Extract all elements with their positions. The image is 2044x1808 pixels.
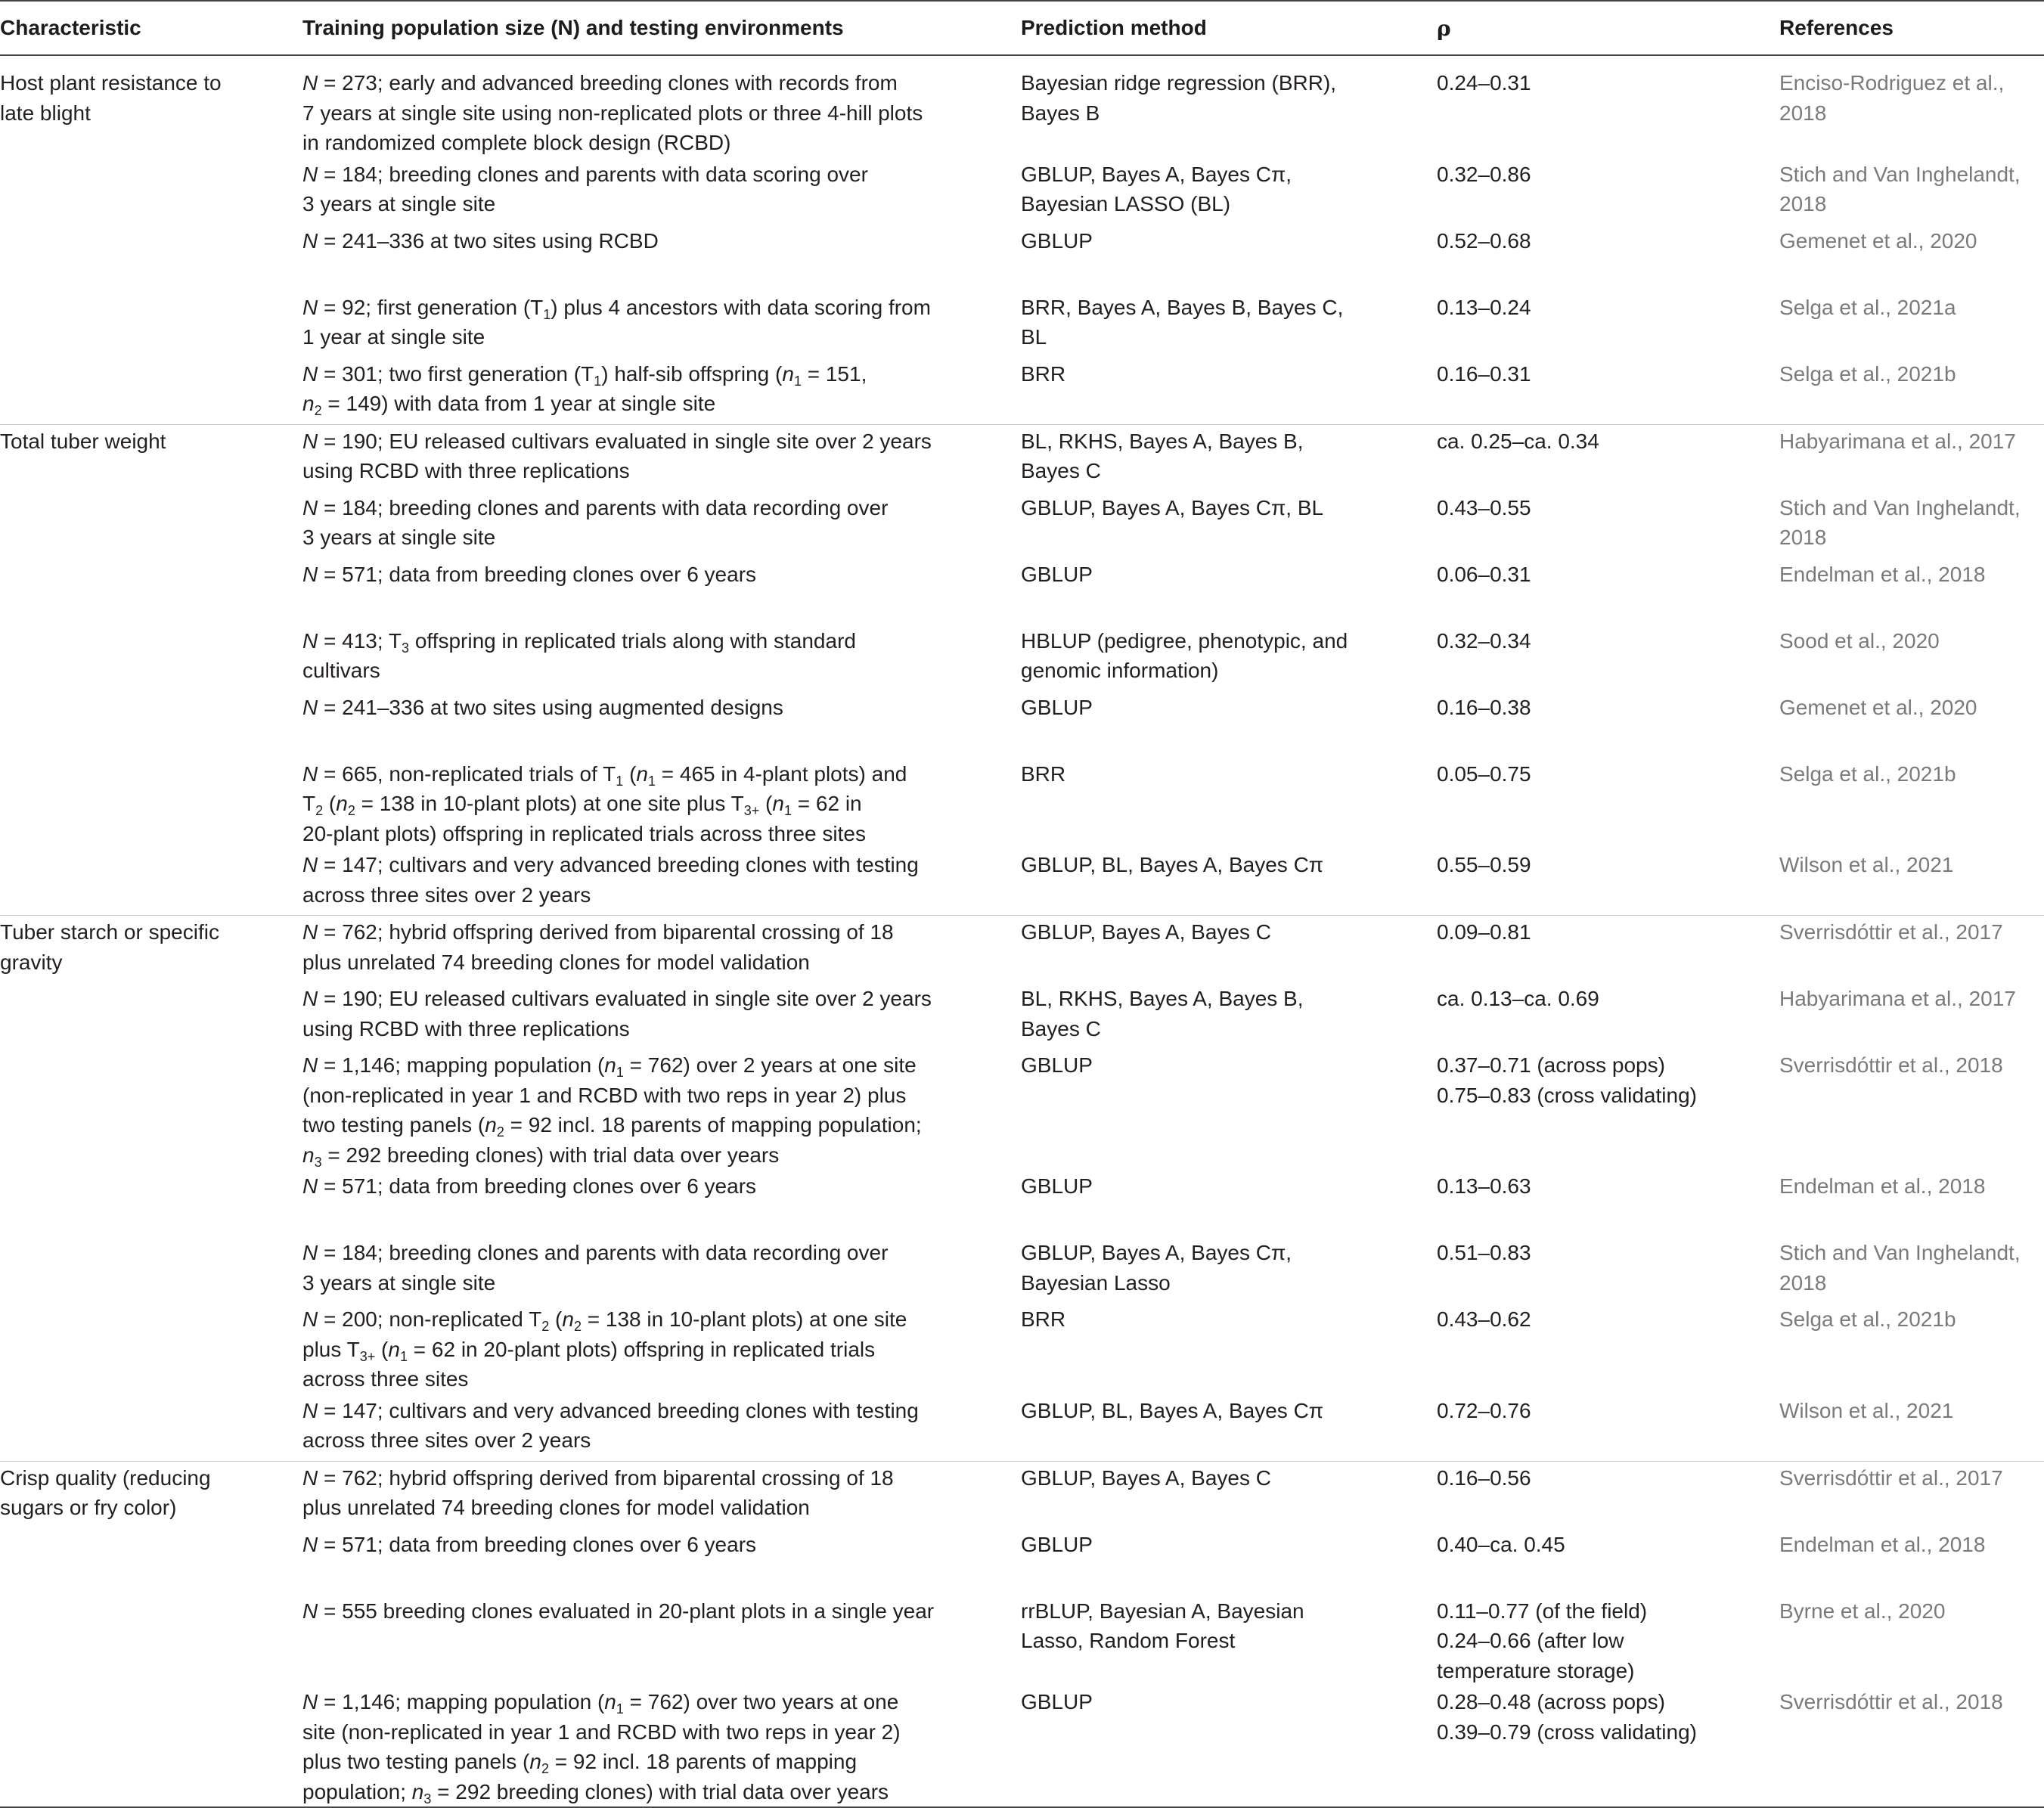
rho-cell-line: ca. 0.13–ca. 0.69 [1437,987,1599,1010]
reference-cell-line: 2018 [1779,526,1827,549]
reference-cell [1779,558,2044,625]
training-cell [302,1686,1021,1807]
training-cell-line: N = 241–336 at two sites using RCBD [302,228,659,253]
reference-cell-line: Stich and Van Inghelandt, [1779,1241,2021,1264]
reference-cell-line: Enciso-Rodriguez et al., [1779,71,2005,95]
training-cell-line: N = 571; data from breeding clones over 6 years [302,562,757,586]
method-cell [1021,1461,1437,1528]
method-cell-line: Bayesian Lasso [1021,1270,1171,1295]
rho-cell [1437,225,1779,291]
training-cell-line: N = 571; data from breeding clones over 6 years [302,1532,757,1556]
table-row [0,982,2044,1049]
training-cell-line: using RCBD with three replications [302,459,630,482]
characteristic-cell [0,55,302,158]
method-cell-line: GBLUP [1021,228,1093,253]
characteristic-cell [0,1236,302,1303]
characteristic-cell [0,1461,302,1528]
training-cell [302,916,1021,983]
method-cell-line: GBLUP, Bayes A, Bayes Cπ, [1021,1241,1292,1264]
method-cell-line: BRR, Bayes A, Bayes B, Bayes C, [1021,295,1344,319]
method-cell [1021,1595,1437,1686]
reference-cell-line: Stich and Van Inghelandt, [1779,162,2021,186]
rho-cell-line: 0.32–0.86 [1437,162,1531,186]
method-cell [1021,492,1437,558]
reference-cell-line: Gemenet et al., 2020 [1779,228,1977,253]
characteristic-cell [0,1049,302,1170]
method-cell [1021,1394,1437,1462]
method-cell [1021,1049,1437,1170]
training-cell-line: 7 years at single site using non-replicated plots or three 4-hill plots [302,101,923,125]
rho-cell-line: 0.72–0.76 [1437,1398,1531,1422]
table-header [0,1,2044,55]
rho-cell-line: 0.11–0.77 (of the field) [1437,1599,1648,1623]
characteristic-cell-line: sugars or fry color) [0,1496,177,1519]
header-rho: ρ [1437,1,1779,55]
method-cell-line: rrBLUP, Bayesian A, Bayesian [1021,1599,1304,1623]
reference-cell [1779,158,2044,225]
rho-cell [1437,982,1779,1049]
rho-cell [1437,691,1779,758]
method-cell [1021,358,1437,425]
method-cell-line: BRR [1021,361,1066,386]
rho-cell-line: 0.13–0.24 [1437,295,1531,319]
rho-cell [1437,358,1779,425]
table-row [0,691,2044,758]
rho-cell-line: 0.13–0.63 [1437,1174,1531,1198]
method-cell-line: GBLUP [1021,1174,1093,1198]
rho-cell [1437,492,1779,558]
reference-cell-line: 2018 [1779,101,1827,125]
rho-cell [1437,424,1779,492]
characteristic-cell-line: gravity [0,950,63,974]
header-references: References [1779,1,2044,55]
rho-cell [1437,1394,1779,1462]
training-cell [302,1528,1021,1595]
method-cell [1021,1528,1437,1595]
method-cell-line: HBLUP (pedigree, phenotypic, and [1021,628,1348,653]
training-cell-line: N = 147; cultivars and very advanced breeding clones with testing [302,853,919,876]
characteristic-cell [0,492,302,558]
training-cell [302,758,1021,849]
reference-cell [1779,1170,2044,1236]
training-cell-line: N = 200; non-replicated $T_2$ ($n_2 = 138$ in 10-plant plots) at one site [302,1307,907,1334]
training-cell-line: N = 273; early and advanced breeding clones with records from [302,71,898,95]
rho-cell [1437,1170,1779,1236]
rho-cell-line: 0.51–0.83 [1437,1241,1531,1264]
training-cell [302,691,1021,758]
training-cell [302,55,1021,158]
reference-cell [1779,1528,2044,1595]
characteristic-cell [0,1170,302,1236]
method-cell-line: genomic information) [1021,659,1219,682]
table-row [0,492,2044,558]
reference-cell [1779,492,2044,558]
training-cell-line: across three sites over 2 years [302,1428,591,1452]
characteristic-cell [0,1595,302,1686]
rho-cell [1437,1595,1779,1686]
reference-cell [1779,1686,2044,1807]
method-cell-line: Bayes C [1021,459,1101,482]
rho-cell-line: 0.39–0.79 (cross validating) [1437,1720,1697,1744]
training-cell [302,1303,1021,1394]
training-cell-line: site (non-replicated in year 1 and RCBD with two reps in year 2) [302,1720,901,1744]
table-row [0,291,2044,358]
training-cell-line: across three sites over 2 years [302,882,591,907]
training-cell-line: plus unrelated 74 breeding clones for model validation [302,1496,810,1519]
method-cell-line: Bayesian ridge regression (BRR), [1021,71,1337,95]
reference-cell-line: Selga et al., 2021b [1779,1307,1956,1331]
table-row [0,848,2044,916]
rho-cell-line: temperature storage) [1437,1658,1635,1682]
method-cell-line: GBLUP, Bayes A, Bayes Cπ, [1021,162,1292,186]
method-cell-line: GBLUP [1021,1690,1093,1713]
reference-cell-line: Wilson et al., 2021 [1779,1398,1954,1422]
rho-cell [1437,1236,1779,1303]
training-cell-line: N = 184; breeding clones and parents with data recording over [302,1241,889,1264]
method-cell [1021,291,1437,358]
reference-cell [1779,1049,2044,1170]
method-cell [1021,158,1437,225]
method-cell [1021,424,1437,492]
rho-cell [1437,158,1779,225]
reference-cell-line: Endelman et al., 2018 [1779,1174,1986,1198]
table-row [0,1528,2044,1595]
training-cell-line: N = 184; breeding clones and parents with data recording over [302,495,889,519]
training-cell-line: using RCBD with three replications [302,1016,630,1040]
training-cell-line: N = 301; two first generation $(T_1)$ half-sib offspring ($n_1 = 151$, [302,361,867,389]
table-row [0,1595,2044,1686]
training-cell-line: (non-replicated in year 1 and RCBD with two reps in year 2) plus [302,1083,907,1107]
training-cell [302,625,1021,691]
reference-cell [1779,1236,2044,1303]
training-cell-line: $n_3 = 292$ breeding clones) with trial data over years [302,1143,780,1170]
rho-cell [1437,1461,1779,1528]
header-method: Prediction method [1021,1,1437,55]
training-cell-line: $n_2 = 149$) with data from 1 year at single site [302,392,716,418]
rho-cell [1437,558,1779,625]
table-row [0,1686,2044,1807]
method-cell [1021,758,1437,849]
rho-cell [1437,1303,1779,1394]
reference-cell [1779,1303,2044,1394]
table-row [0,158,2044,225]
method-cell [1021,625,1437,691]
reference-cell-line: Selga et al., 2021a [1779,295,1956,319]
reference-cell-line: Gemenet et al., 2020 [1779,695,1977,719]
characteristic-cell-line: Host plant resistance to [0,71,222,95]
method-cell [1021,1236,1437,1303]
table-row [0,1236,2044,1303]
training-cell-line: plus two testing panels ($n_2 = 92$ incl. 18 parents of mapping [302,1750,858,1776]
rho-cell [1437,55,1779,158]
table-row [0,225,2044,291]
characteristic-cell [0,1528,302,1595]
method-cell-line: GBLUP, BL, Bayes A, Bayes Cπ [1021,853,1324,876]
rho-cell-line: 0.16–0.38 [1437,695,1531,719]
training-cell-line: in randomized complete block design (RCBD) [302,131,731,154]
training-cell-line: 20-plant plots) offspring in replicated trials across three sites [302,821,866,845]
characteristic-cell [0,424,302,492]
rho-cell-line: 0.43–0.55 [1437,495,1531,519]
rho-cell [1437,1049,1779,1170]
training-cell [302,1595,1021,1686]
training-cell-line: N = 147; cultivars and very advanced breeding clones with testing [302,1398,919,1422]
training-cell-line: N = 1,146; mapping population $(n_1 = 762)$ over 2 years at one site [302,1053,917,1080]
table-row [0,1049,2044,1170]
characteristic-cell [0,1686,302,1807]
training-cell-line: cultivars [302,659,380,682]
characteristic-cell-line: Tuber starch or specific [0,920,219,944]
method-cell [1021,691,1437,758]
method-cell [1021,1303,1437,1394]
table-row [0,758,2044,849]
rho-cell [1437,848,1779,916]
method-cell [1021,225,1437,291]
reference-cell [1779,55,2044,158]
training-cell [302,1461,1021,1528]
method-cell-line: Bayes B [1021,101,1100,125]
table-row [0,424,2044,492]
rho-cell [1437,916,1779,983]
reference-cell-line: 2018 [1779,192,1827,216]
rho-cell-line: 0.32–0.34 [1437,628,1531,653]
training-cell [302,1170,1021,1236]
method-cell [1021,55,1437,158]
characteristic-cell [0,558,302,625]
training-cell [302,424,1021,492]
rho-cell [1437,1686,1779,1807]
reference-cell-line: Wilson et al., 2021 [1779,853,1954,876]
rho-cell-line: 0.16–0.56 [1437,1465,1531,1490]
method-cell-line: GBLUP [1021,1532,1093,1556]
reference-cell-line: Habyarimana et al., 2017 [1779,429,2016,453]
reference-cell-line: Habyarimana et al., 2017 [1779,987,2016,1010]
method-cell-line: BL [1021,325,1047,349]
header-characteristic: Characteristic [0,1,302,55]
reference-cell [1779,1461,2044,1528]
table-row [0,1394,2044,1462]
method-cell [1021,916,1437,983]
training-cell [302,158,1021,225]
method-cell [1021,848,1437,916]
reference-cell [1779,691,2044,758]
training-cell-line: plus $T_{3+}$ ($n_1 = 62$ in 20-plant plots) offspring in replicated trials [302,1337,876,1364]
characteristic-cell-line: Total tuber weight [0,429,166,453]
rho-cell-line: 0.28–0.48 (across pops) [1437,1690,1665,1713]
reference-cell [1779,848,2044,916]
training-cell [302,558,1021,625]
training-cell-line: N = 665, non-replicated trials of $T_1$ ($n_1 = 465$ in 4-plant plots) and [302,761,907,789]
reference-cell [1779,225,2044,291]
rho-cell-line: 0.05–0.75 [1437,761,1531,786]
training-cell [302,291,1021,358]
training-cell-line: N = 190; EU released cultivars evaluated in single site over 2 years [302,429,932,453]
training-cell-line: N = 413; $T_3$ offspring in replicated trials along with standard [302,628,856,656]
reference-cell [1779,1394,2044,1462]
method-cell-line: GBLUP, Bayes A, Bayes C [1021,1465,1271,1490]
training-cell [302,225,1021,291]
table-row [0,1303,2044,1394]
rho-cell-line: 0.06–0.31 [1437,562,1531,586]
training-cell-line: two testing panels ($n_2 = 92$ incl. 18 parents of mapping population; [302,1113,922,1140]
method-cell [1021,982,1437,1049]
reference-cell-line: Selga et al., 2021b [1779,361,1956,386]
table-row [0,1170,2044,1236]
method-cell [1021,558,1437,625]
method-cell-line: BRR [1021,1307,1066,1331]
method-cell-line: Bayesian LASSO (BL) [1021,192,1231,216]
header-training: Training population size (N) and testing environments [302,1,1021,55]
training-cell-line: N = 92; first generation $(T_1)$ plus 4 ancestors with data scoring from [302,295,931,322]
reference-cell-line: Endelman et al., 2018 [1779,562,1986,586]
rho-cell [1437,1528,1779,1595]
characteristic-cell [0,982,302,1049]
training-cell [302,1394,1021,1462]
characteristic-cell [0,158,302,225]
reference-cell [1779,625,2044,691]
training-cell-line: population; $n_3 = 292$ breeding clones) with trial data over years [302,1779,889,1806]
characteristic-cell-line: late blight [0,101,91,125]
reference-cell-line: Sverrisdóttir et al., 2017 [1779,1465,2003,1490]
table-row [0,358,2044,425]
rho-cell-line: 0.55–0.59 [1437,853,1531,876]
training-cell-line: 3 years at single site [302,526,496,549]
rho-cell [1437,625,1779,691]
reference-cell [1779,424,2044,492]
characteristic-cell [0,291,302,358]
rho-cell-line: 0.43–0.62 [1437,1307,1531,1331]
table-row [0,558,2044,625]
table-row [0,625,2044,691]
training-cell-line: N = 555 breeding clones evaluated in 20-plant plots in a single year [302,1599,935,1623]
training-cell-line: N = 184; breeding clones and parents with data scoring over [302,162,868,186]
characteristic-cell [0,848,302,916]
training-cell-line: across three sites [302,1367,469,1391]
reference-cell [1779,982,2044,1049]
method-cell-line: GBLUP, BL, Bayes A, Bayes Cπ [1021,1398,1324,1422]
method-cell-line: Bayes C [1021,1016,1101,1040]
training-cell-line: 3 years at single site [302,192,496,216]
training-cell [302,848,1021,916]
rho-cell-line: 0.24–0.66 (after low [1437,1629,1624,1652]
reference-cell-line: Sverrisdóttir et al., 2018 [1779,1053,2003,1077]
characteristic-cell [0,225,302,291]
training-cell [302,492,1021,558]
training-cell [302,982,1021,1049]
training-cell-line: 3 years at single site [302,1270,496,1295]
rho-cell-line: 0.75–0.83 (cross validating) [1437,1083,1697,1107]
method-cell-line: GBLUP, Bayes A, Bayes Cπ, BL [1021,495,1324,519]
characteristic-cell [0,625,302,691]
reference-cell-line: Selga et al., 2021b [1779,761,1956,786]
training-cell-line: N = 762; hybrid offspring derived from biparental crossing of 18 [302,1465,894,1490]
method-cell-line: BRR [1021,761,1066,786]
reference-cell [1779,1595,2044,1686]
method-cell-line: GBLUP [1021,695,1093,719]
training-cell-line: N = 241–336 at two sites using augmented designs [302,695,783,719]
training-cell-line: N = 190; EU released cultivars evaluated in single site over 2 years [302,987,932,1010]
rho-cell [1437,758,1779,849]
reference-cell-line: Sood et al., 2020 [1779,628,1940,653]
training-cell-line: plus unrelated 74 breeding clones for model validation [302,950,810,974]
reference-cell-line: Endelman et al., 2018 [1779,1532,1986,1556]
method-cell-line: BL, RKHS, Bayes A, Bayes B, [1021,987,1304,1010]
reference-cell-line: Sverrisdóttir et al., 2017 [1779,920,2003,944]
method-cell-line: BL, RKHS, Bayes A, Bayes B, [1021,429,1304,453]
rho-cell-line: 0.24–0.31 [1437,71,1531,95]
rho-cell-line: 0.40–ca. 0.45 [1437,1532,1565,1556]
characteristic-cell [0,758,302,849]
characteristic-cell [0,916,302,983]
rho-cell-line: ca. 0.25–ca. 0.34 [1437,429,1599,453]
rho-cell [1437,291,1779,358]
reference-cell [1779,758,2044,849]
table-row [0,1461,2044,1528]
training-cell-line: 1 year at single site [302,325,485,349]
rho-cell-line: 0.09–0.81 [1437,920,1531,944]
method-cell-line: GBLUP [1021,562,1093,586]
method-cell [1021,1170,1437,1236]
reference-cell-line: Stich and Van Inghelandt, [1779,495,2021,519]
characteristic-cell [0,691,302,758]
characteristic-cell [0,358,302,425]
training-cell [302,1236,1021,1303]
reference-cell-line: Byrne et al., 2020 [1779,1599,1946,1623]
training-cell [302,1049,1021,1170]
table-row [0,55,2044,158]
method-cell-line: Lasso, Random Forest [1021,1629,1236,1652]
training-cell-line: N = 571; data from breeding clones over 6 years [302,1174,757,1198]
training-cell-line: $T_2$ ($n_2 = 138$ in 10-plant plots) at one site plus $T_{3+}$ ($n_1 = 62$ in [302,792,862,818]
characteristic-cell-line: Crisp quality (reducing [0,1465,211,1490]
characteristic-cell [0,1394,302,1462]
table-body [0,55,2044,1807]
training-cell-line: N = 762; hybrid offspring derived from biparental crossing of 18 [302,920,894,944]
rho-cell-line: 0.52–0.68 [1437,228,1531,253]
characteristic-cell [0,1303,302,1394]
rho-cell-line: 0.37–0.71 (across pops) [1437,1053,1665,1077]
method-cell [1021,1686,1437,1807]
method-cell-line: GBLUP [1021,1053,1093,1077]
training-cell-line: N = 1,146; mapping population $(n_1 = 762)$ over two years at one [302,1690,899,1717]
table-row [0,916,2044,983]
reference-cell [1779,291,2044,358]
reference-cell-line: 2018 [1779,1270,1827,1295]
training-cell [302,358,1021,425]
rho-cell-line: 0.16–0.31 [1437,361,1531,386]
method-cell-line: GBLUP, Bayes A, Bayes C [1021,920,1271,944]
reference-cell-line: Sverrisdóttir et al., 2018 [1779,1690,2003,1713]
reference-cell [1779,916,2044,983]
reference-cell [1779,358,2044,425]
